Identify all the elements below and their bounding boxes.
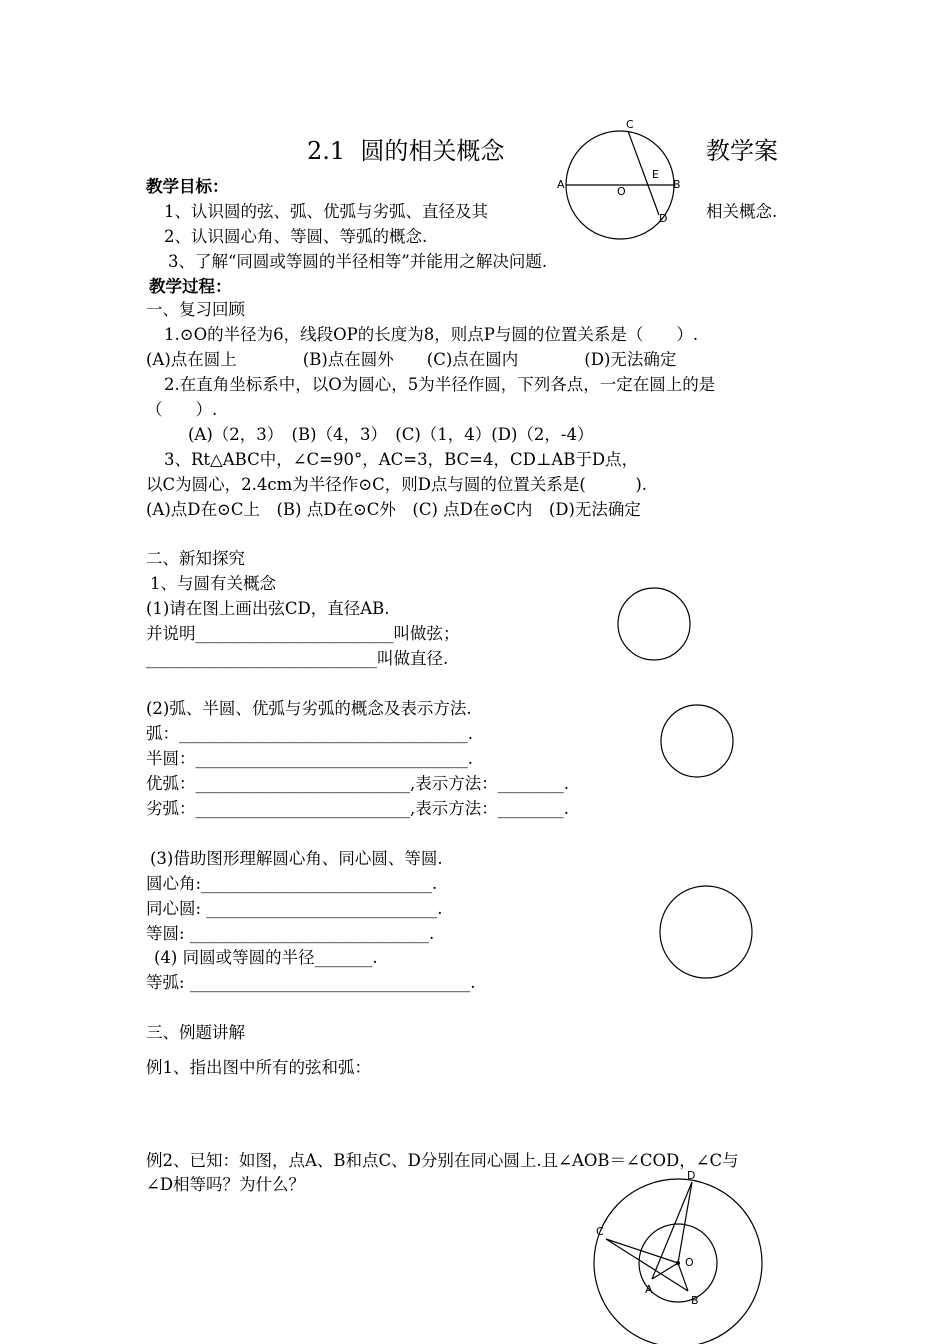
question-2: 2.在直角坐标系中，以O为圆心，5为半径作圆，下列各点，一定在圆上的是	[164, 375, 716, 394]
label-d: D	[687, 1169, 696, 1182]
blank-circle-3	[658, 885, 754, 981]
chord-definition: 并说明________________________叫做弦；	[146, 624, 460, 643]
question-2-options: (A)（2，3） (B)（4，3） (C)（1，4）(D)（2，-4）	[188, 425, 594, 444]
page-title-suffix: 教学案	[706, 137, 778, 165]
label-a: A	[557, 178, 565, 191]
label-o: O	[617, 185, 626, 198]
minor-arc-definition: 劣弧：__________________________,表示方法：________.	[146, 799, 569, 818]
question-3-cont: 以C为圆心，2.4cm为半径作⊙C，则D点与圆的位置关系是( ).	[146, 475, 648, 494]
question-2-blank: （ ）.	[146, 400, 218, 419]
label-c: C	[596, 1225, 604, 1238]
concentric-definition: 同心圆: ____________________________.	[146, 899, 443, 918]
label-e: E	[652, 168, 659, 181]
explore-heading: 二、新知探究	[146, 549, 245, 568]
part-4: (4) 同圆或等圆的半径_______.	[154, 948, 378, 967]
diameter-definition: ____________________________叫做直径.	[146, 649, 449, 668]
goals-heading: 教学目标：	[146, 177, 229, 196]
part-3: (3)借助图形理解圆心角、同心圆、等圆.	[150, 849, 443, 868]
part-2: (2)弧、半圆、优弧与劣弧的概念及表示方法.	[146, 699, 472, 718]
question-3: 3、Rt△ABC中，∠C=90°，AC=3，BC=4，CD⊥AB于D点，	[164, 450, 639, 469]
major-arc-definition: 优弧：__________________________,表示方法：________.	[146, 774, 569, 793]
question-3-options: (A)点D在⊙C上 (B) 点D在⊙C外 (C) 点D在⊙C内 (D)无法确定	[146, 500, 641, 519]
label-o: O	[685, 1256, 694, 1269]
question-1-options: (A)点在圆上 (B)点在圆外 (C)点在圆内 (D)无法确定	[146, 350, 677, 369]
example-2-line-2: ∠D相等吗？为什么？	[146, 1175, 306, 1194]
label-c: C	[626, 118, 634, 131]
part-1: (1)请在图上画出弦CD，直径AB.	[146, 599, 390, 618]
process-heading: 教学过程：	[149, 277, 232, 296]
blank-circle-2	[659, 703, 735, 779]
concentric-circles-figure	[590, 1165, 790, 1344]
explore-sub-1: 1、与圆有关概念	[150, 574, 276, 593]
central-angle-definition: 圆心角:____________________________.	[146, 874, 438, 893]
goal-3: 3、了解“同圆或等圆的半径相等”并能用之解决问题.	[168, 252, 548, 271]
circle-chord-figure	[552, 115, 692, 227]
label-d: D	[659, 212, 668, 225]
question-1: 1.⊙O的半径为6，线段OP的长度为8，则点P与圆的位置关系是（ ）.	[164, 325, 699, 344]
label-b: B	[673, 178, 681, 191]
blank-circle-1	[616, 586, 692, 662]
label-a: A	[645, 1283, 653, 1296]
goal-2: 2、认识圆心角、等圆、等弧的概念.	[164, 227, 428, 246]
label-b: B	[691, 1294, 699, 1307]
example-2-line-1: 例2、已知：如图，点A、B和点C、D分别在同心圆上.且∠AOB＝∠COD，∠C与	[146, 1151, 739, 1170]
semicircle-definition: 半圆：_________________________________.	[146, 749, 473, 768]
goal-1-end: 相关概念.	[706, 202, 778, 221]
page-title: 2.1 圆的相关概念	[307, 137, 505, 165]
equal-circle-definition: 等圆: _____________________________.	[146, 924, 435, 943]
review-heading: 一、复习回顾	[146, 300, 245, 319]
examples-heading: 三、例题讲解	[146, 1023, 245, 1042]
goal-1: 1、认识圆的弦、弧、优弧与劣弧、直径及其	[164, 202, 488, 221]
equal-arc-definition: 等弧: __________________________________.	[146, 973, 476, 992]
example-1: 例1、指出图中所有的弦和弧：	[146, 1058, 371, 1077]
arc-definition: 弧：___________________________________.	[146, 724, 473, 743]
